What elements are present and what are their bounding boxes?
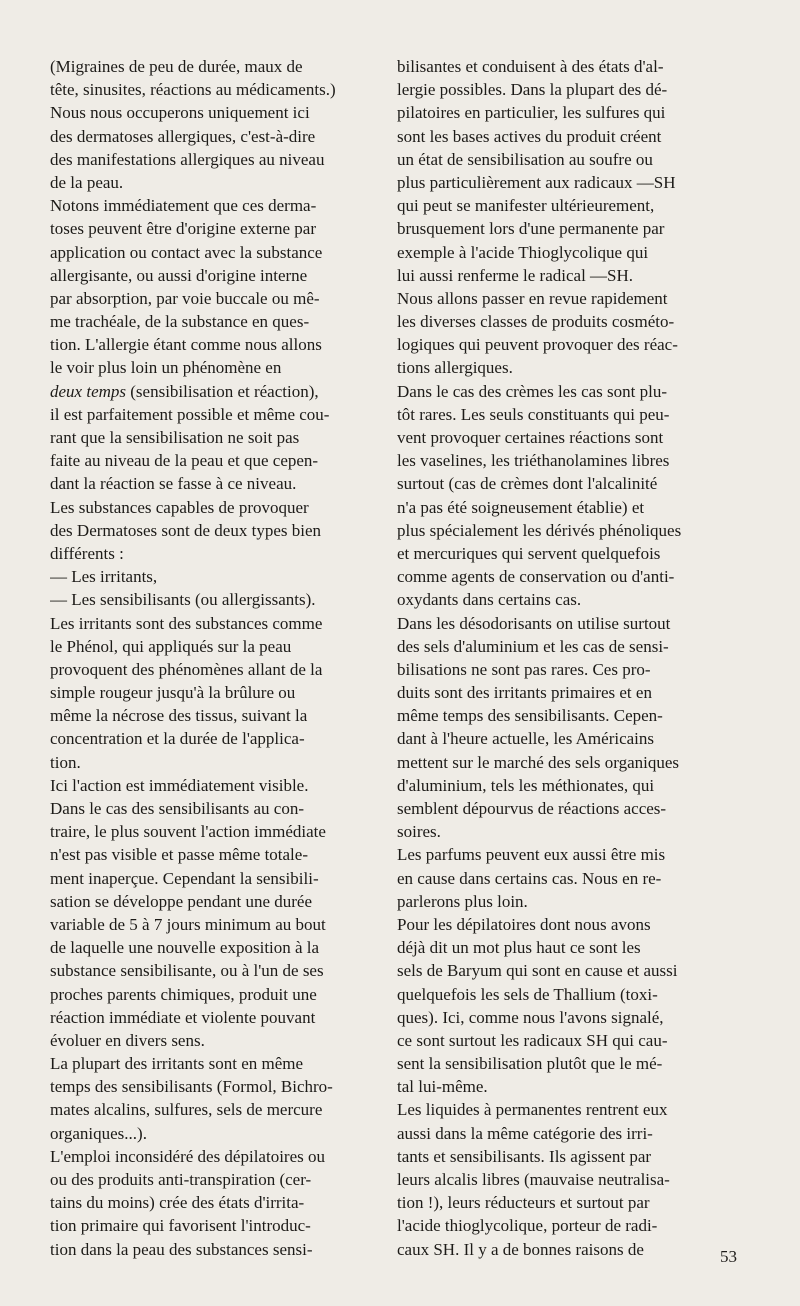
text-line: Pour les dépilatoires dont nous avons: [397, 914, 651, 934]
text-line: sation se développe pendant une durée: [50, 891, 312, 911]
text-line: toses peuvent être d'origine externe par: [50, 219, 316, 239]
text-line: lui aussi renferme le radical —SH.: [397, 265, 634, 285]
text-line: évoluer en divers sens.: [50, 1030, 205, 1050]
text-line: temps des sensibilisants (Formol, Bichro-: [50, 1077, 333, 1097]
text-line: aussi dans la même catégorie des irri-: [397, 1123, 653, 1143]
text-line: qui peut se manifester ultérieurement,: [397, 196, 655, 216]
text-line: Dans le cas des crèmes les cas sont plu-: [397, 381, 668, 401]
text-line: tion !), leurs réducteurs et surtout par: [397, 1193, 650, 1213]
text-line: traire, le plus souvent l'action immédiate: [50, 822, 326, 842]
text-line: déjà dit un mot plus haut ce sont les: [397, 938, 641, 958]
text-line: ou des produits anti-transpiration (cer-: [50, 1170, 312, 1189]
text-line: soires.: [397, 822, 441, 842]
text-line: même la nécrose des tissus, suivant la: [50, 706, 308, 726]
text-line: L'emploi inconsidéré des dépilatoires ou: [50, 1146, 325, 1166]
text-line: Dans le cas des sensibilisants au con-: [50, 799, 304, 818]
text-line: vent provoquer certaines réactions sont: [397, 428, 664, 447]
text-line: mates alcalins, sulfures, sels de mercure: [50, 1100, 323, 1120]
text-line: concentration et la durée de l'applica-: [50, 729, 305, 749]
text-line: différents :: [50, 543, 124, 563]
text-line: pilatoires en particulier, les sulfures qui: [397, 103, 666, 123]
text-line: semblent dépourvus de réactions acces-: [397, 799, 667, 818]
text-line: substance sensibilisante, ou à l'un de ses: [50, 961, 324, 981]
text-line: de la peau.: [50, 172, 124, 192]
text-line: duits sont des irritants primaires et en: [397, 683, 652, 703]
text-line: me trachéale, de la substance en ques-: [50, 312, 310, 332]
text-run: (sensibilisation et réaction),: [126, 381, 319, 401]
text-line: ques). Ici, comme nous l'avons signalé,: [397, 1007, 664, 1027]
text-line: tions allergiques.: [397, 358, 513, 378]
text-line: n'est pas visible et passe même totale-: [50, 845, 308, 865]
text-line: tion. L'allergie étant comme nous allons: [50, 335, 322, 355]
text-line: bilisantes et conduisent à des états d'al-: [397, 57, 664, 76]
text-line: Les irritants sont des substances comme: [50, 613, 323, 633]
text-line: ce sont surtout les radicaux SH qui cau-: [397, 1030, 668, 1050]
text-line: allergisante, ou aussi d'origine interne: [50, 265, 308, 285]
page-number: 53: [720, 1247, 737, 1266]
text-line: des manifestations allergiques au niveau: [50, 149, 325, 169]
text-line: les vaselines, les triéthanolamines libres: [397, 451, 670, 471]
text-line: surtout (cas de crèmes dont l'alcalinité: [397, 474, 658, 494]
text-line: brusquement lors d'une permanente par: [397, 219, 665, 239]
text-line: des sels d'aluminium et les cas de sensi-: [397, 636, 669, 656]
text-line: bilisations ne sont pas rares. Ces pro-: [397, 659, 651, 679]
text-line: quelquefois les sels de Thallium (toxi-: [397, 984, 658, 1004]
text-line: oxydants dans certains cas.: [397, 590, 582, 610]
text-line: faite au niveau de la peau et que cepen-: [50, 451, 319, 471]
text-line: exemple à l'acide Thioglycolique qui: [397, 242, 649, 262]
text-line: comme agents de conservation ou d'anti-: [397, 567, 675, 587]
text-line: provoquent des phénomènes allant de la: [50, 659, 323, 679]
text-line: des Dermatoses sont de deux types bien: [50, 520, 321, 540]
text-line: tête, sinusites, réactions au médicaments.): [50, 80, 336, 100]
text-line: proches parents chimiques, produit une: [50, 984, 317, 1004]
text-line: mettent sur le marché des sels organiques: [397, 752, 679, 772]
text-line: sont les bases actives du produit créent: [397, 126, 662, 146]
text-line: Dans les désodorisants on utilise surtout: [397, 613, 671, 633]
text-line: dant la réaction se fasse à ce niveau.: [50, 474, 297, 494]
left-text-column: [50, 55, 370, 1261]
text-line: tôt rares. Les seuls constituants qui peu-: [397, 404, 670, 424]
text-line: tants et sensibilisants. Ils agissent par: [397, 1146, 652, 1166]
text-line: par absorption, par voie buccale ou mê-: [50, 288, 320, 308]
text-line: tion primaire qui favorisent l'introduc-: [50, 1216, 311, 1236]
text-line: logiques qui peuvent provoquer des réac-: [397, 335, 678, 355]
text-line: — Les sensibilisants (ou allergissants).: [50, 590, 316, 610]
text-line: leurs alcalis libres (mauvaise neutralisa-: [397, 1170, 670, 1189]
text-line: Les liquides à permanentes rentrent eux: [397, 1100, 668, 1120]
text-line: sent la sensibilisation plutôt que le mé-: [397, 1054, 663, 1074]
text-line: des dermatoses allergiques, c'est-à-dire: [50, 126, 316, 146]
text-line: l'acide thioglycolique, porteur de radi-: [397, 1216, 658, 1236]
text-line: Ici l'action est immédiatement visible.: [50, 775, 309, 795]
text-line: plus spécialement les dérivés phénoliques: [397, 520, 682, 540]
text-line: lergie possibles. Dans la plupart des dé-: [397, 80, 668, 100]
text-line: Les parfums peuvent eux aussi être mis: [397, 845, 666, 865]
text-line: et mercuriques qui servent quelquefois: [397, 543, 661, 563]
text-line: La plupart des irritants sont en même: [50, 1054, 304, 1074]
text-line: tion dans la peau des substances sensi-: [50, 1239, 313, 1259]
text-line: parlerons plus loin.: [397, 891, 528, 911]
text-line: tion.: [50, 752, 81, 772]
text-line: tal lui-même.: [397, 1077, 488, 1097]
text-line: [50, 380, 370, 403]
text-line: ment inaperçue. Cependant la sensibili-: [50, 868, 319, 888]
text-line: simple rougeur jusqu'à la brûlure ou: [50, 683, 296, 703]
text-line: (Migraines de peu de durée, maux de: [50, 57, 303, 76]
text-line: sels de Baryum qui sont en cause et aussi: [397, 961, 678, 981]
text-line: Les substances capables de provoquer: [50, 497, 309, 517]
text-line: application ou contact avec la substance: [50, 242, 323, 262]
text-line: caux SH. Il y a de bonnes raisons de: [397, 1239, 644, 1259]
italic-text: deux temps: [50, 381, 127, 401]
text-line: variable de 5 à 7 jours minimum au bout: [50, 914, 326, 934]
text-line: le voir plus loin un phénomène en: [50, 358, 282, 378]
text-line: Nous allons passer en revue rapidement: [397, 288, 668, 308]
text-line: un état de sensibilisation au soufre ou: [397, 149, 653, 169]
text-line: Notons immédiatement que ces derma-: [50, 196, 317, 216]
text-line: même temps des sensibilisants. Cepen-: [397, 706, 663, 726]
text-line: en cause dans certains cas. Nous en re-: [397, 868, 662, 888]
text-line: de laquelle une nouvelle exposition à la: [50, 938, 320, 958]
text-line: rant que la sensibilisation ne soit pas: [50, 428, 300, 447]
text-line: plus particulièrement aux radicaux —SH: [397, 172, 676, 192]
text-line: réaction immédiate et violente pouvant: [50, 1007, 316, 1027]
text-line: Nous nous occuperons uniquement ici: [50, 103, 310, 123]
text-line: n'a pas été soigneusement établie) et: [397, 497, 645, 517]
right-text-column: [397, 55, 739, 1261]
text-line: dant à l'heure actuelle, les Américains: [397, 729, 655, 749]
text-line: tains du moins) crée des états d'irrita-: [50, 1193, 305, 1213]
text-line: d'aluminium, tels les méthionates, qui: [397, 775, 655, 795]
text-line: organiques...).: [50, 1123, 147, 1143]
text-line: il est parfaitement possible et même cou-: [50, 404, 330, 424]
text-line: — Les irritants,: [50, 567, 158, 587]
text-line: les diverses classes de produits cosméto-: [397, 312, 675, 332]
text-line: le Phénol, qui appliqués sur la peau: [50, 636, 292, 656]
